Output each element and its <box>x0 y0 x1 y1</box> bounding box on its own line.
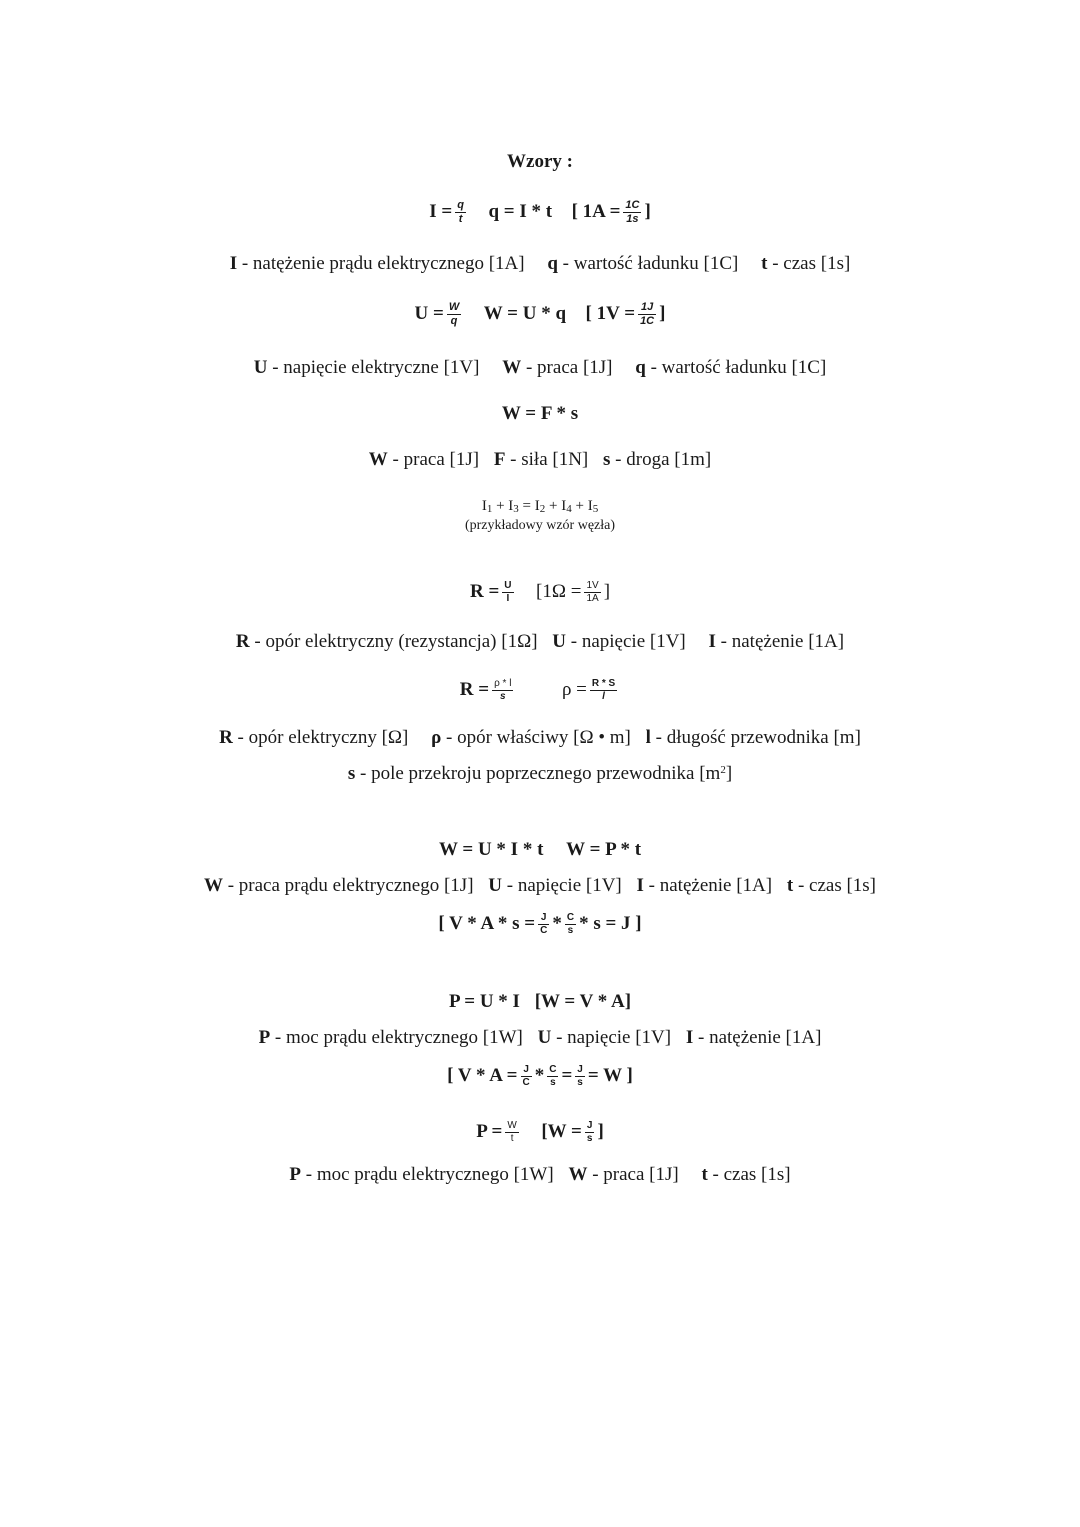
symbol-P: P <box>258 1027 271 1048</box>
symbol-s: s <box>603 449 611 470</box>
unit-ohm-close: ] <box>603 581 611 602</box>
fraction-j-over-c: $\frac{J}{C}$ <box>522 1064 530 1089</box>
symbol-W: W <box>368 449 388 470</box>
desc-rho: - opór właściwy [Ω • m] <box>446 727 631 748</box>
symbol-I: I <box>685 1027 694 1048</box>
symbol-t: t <box>761 253 768 274</box>
unit-watt-js-open: [W = <box>541 1121 582 1142</box>
symbol-t: t <box>701 1164 708 1185</box>
formula-electric-work-row <box>0 838 1080 862</box>
desc-W: - praca [1J] <box>525 357 613 378</box>
fraction-q-over-t: $\frac{q}{t}$ <box>457 199 464 226</box>
fraction-c-over-s: $\frac{C}{s}$ <box>549 1064 557 1089</box>
description-cross-section: s - pole przekroju poprzecznego przewodnika $[m^2]$ <box>347 763 733 784</box>
superscript-2: 2 <box>720 764 726 776</box>
unit-volt-open: [ 1V = <box>585 303 636 324</box>
symbol-U: U <box>537 1027 552 1048</box>
symbol-W: W <box>502 357 522 378</box>
desc-q: - wartość ładunku [1C] <box>562 253 739 274</box>
desc-U: - napięcie elektryczne [1V] <box>272 357 480 378</box>
desc-q: - wartość ładunku [1C] <box>650 357 827 378</box>
fraction-rho-l-over-s: $\frac{\rho * l}{s}$ <box>494 678 512 703</box>
desc-P: - moc prądu elektrycznego [1W] <box>305 1164 554 1185</box>
symbol-U: U <box>488 875 503 896</box>
desc-W: - praca prądu elektrycznego [1J] <box>227 875 474 896</box>
desc-F: - siła [1N] <box>510 449 589 470</box>
description-electric-work <box>0 874 1080 898</box>
formula-power-row <box>0 990 1080 1014</box>
unit-ampere-open: [ 1A = <box>571 201 621 222</box>
desc-U: - napięcie [1V] <box>570 631 686 652</box>
formula-current-lhs: I = <box>429 201 453 222</box>
unit-watt-open: [ V * A = <box>447 1065 518 1086</box>
desc-I: - natężenie [1A] <box>648 875 773 896</box>
desc-U: - napięcie [1V] <box>506 875 622 896</box>
symbol-l: l <box>645 727 651 748</box>
fraction-c-over-s: $\frac{C}{s}$ <box>566 912 575 937</box>
description-resistivity <box>0 726 1080 750</box>
formula-resistivity-r-lhs: R = <box>459 679 490 700</box>
desc-t: - czas [1s] <box>797 875 877 896</box>
symbol-U: U <box>552 631 567 652</box>
symbol-s: s <box>347 763 356 784</box>
fraction-1v-over-1a: $\frac{1V}{1A}$ <box>586 580 599 605</box>
kirchhoff-note: (przykładowy wzór węzła) <box>464 518 616 533</box>
desc-W: - praca [1J] <box>392 449 480 470</box>
desc-l: - długość przewodnika [m] <box>655 727 861 748</box>
description-work-force <box>0 448 1080 472</box>
desc-R: - opór elektryczny [Ω] <box>237 727 409 748</box>
symbol-rho: ρ <box>431 727 442 748</box>
symbol-W: W <box>568 1164 588 1185</box>
formula-resistance-row <box>0 580 1080 604</box>
unit-ohm-open: [1Ω = <box>536 581 582 602</box>
formula-w-uit: W = U * I * t <box>438 839 544 860</box>
unit-derivation-joule: [ V * A * s = $\frac{J}{C}$ * $\frac{C}{s}$ * s = J ] <box>438 912 642 937</box>
description-power-work <box>0 1163 1080 1187</box>
description-voltage <box>0 356 1080 380</box>
formula-kirchhoff-node: I1 + I3 = I2 + I4 + I5 <box>481 498 599 515</box>
fraction-rs-over-l: $\frac{R * S}{l}$ <box>591 678 616 703</box>
description-power <box>0 1026 1080 1050</box>
fraction-j-over-s: $\frac{J}{s}$ <box>586 1120 593 1145</box>
symbol-F: F <box>493 449 506 470</box>
unit-ampere-close: ] <box>644 201 651 222</box>
formula-power-lhs: P = <box>476 1121 503 1142</box>
formula-work-force <box>0 402 1080 426</box>
unit-joule-open: [ V * A * s = <box>438 913 536 934</box>
desc-I: - natężenie prądu elektrycznego [1A] <box>241 253 525 274</box>
formula-p-ui: P = U * I <box>448 991 520 1012</box>
desc-U: - napięcie [1V] <box>556 1027 672 1048</box>
formula-work-voltage: W = U * q <box>483 303 567 324</box>
fraction-w-over-t: $\frac{W}{t}$ <box>507 1120 517 1145</box>
symbol-W: W <box>203 875 223 896</box>
desc-t: - czas [1s] <box>712 1164 791 1185</box>
formula-charge: q = I * t <box>488 201 553 222</box>
symbol-R: R <box>235 631 250 652</box>
formula-current-row <box>0 200 1080 225</box>
formula-voltage-lhs: U = <box>414 303 444 324</box>
formula-voltage-row <box>0 302 1080 327</box>
fraction-w-over-q: $\frac{W}{q}$ <box>448 301 460 328</box>
unit-joule-close: * s = J ] <box>579 913 642 934</box>
symbol-q: q <box>547 253 558 274</box>
description-current <box>0 252 1080 276</box>
fraction-1c-over-1s: $\frac{1C}{1s}$ <box>625 199 640 226</box>
formula-w-f-s: W = F * s <box>501 403 579 424</box>
desc-s: - pole przekroju poprzecznego przewodnika [m <box>360 763 721 784</box>
fraction-j-over-c: $\frac{J}{C}$ <box>540 912 548 937</box>
symbol-I: I <box>708 631 716 652</box>
description-resistance <box>0 630 1080 654</box>
unit-watt-close: = W ] <box>587 1065 633 1086</box>
symbol-P: P <box>289 1164 301 1185</box>
formula-resistivity-row <box>0 678 1080 702</box>
unit-volt-close: ] <box>659 303 666 324</box>
unit-derivation-watt: [ V * A = $\frac{J}{C}$ * $\frac{C}{s}$ = $\frac{J}{s}$ = W ] <box>447 1064 633 1089</box>
desc-P: - moc prądu elektrycznego [1W] <box>274 1027 523 1048</box>
desc-I: - natężenie [1A] <box>698 1027 822 1048</box>
fraction-u-over-i: $\frac{U}{I}$ <box>504 580 512 605</box>
symbol-t: t <box>786 875 794 896</box>
fraction-1j-over-1c: $\frac{1J}{1C}$ <box>640 301 655 328</box>
unit-watt-js-close: ] <box>597 1121 604 1142</box>
unit-watt: [W = V * A] <box>534 991 632 1012</box>
formula-resistivity-rho-lhs: ρ = <box>561 679 587 700</box>
formula-w-pt: W = P * t <box>566 839 642 860</box>
formula-power-work-row <box>0 1120 1080 1144</box>
desc-W: - praca [1J] <box>592 1164 679 1185</box>
symbol-q: q <box>635 357 646 378</box>
desc-I: - natężenie [1A] <box>720 631 845 652</box>
symbol-R: R <box>219 727 233 748</box>
desc-s: - droga [1m] <box>615 449 712 470</box>
symbol-I: I <box>636 875 644 896</box>
symbol-I: I <box>229 253 238 274</box>
desc-R: - opór elektryczny (rezystancja) [1Ω] <box>254 631 538 652</box>
page-title: Wzory : <box>507 151 573 172</box>
symbol-U: U <box>253 357 268 378</box>
desc-t: - czas [1s] <box>772 253 851 274</box>
fraction-j-over-s: $\frac{J}{s}$ <box>577 1064 583 1089</box>
formula-resistance-lhs: R = <box>469 581 500 602</box>
